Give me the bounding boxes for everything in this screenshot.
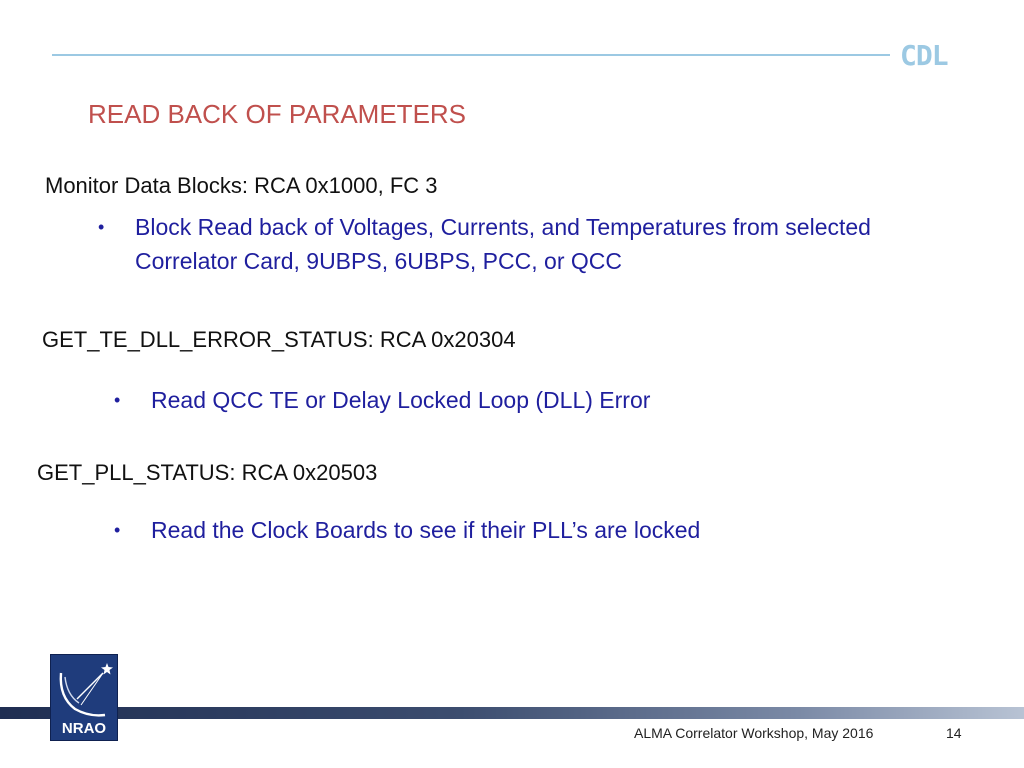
cdl-mark: CDL bbox=[900, 39, 948, 72]
slide-title: READ BACK OF PARAMETERS bbox=[88, 99, 467, 129]
section-heading-pll-status: GET_PLL_STATUS: RCA 0x20503 bbox=[37, 460, 378, 485]
bullet-dot: • bbox=[114, 520, 121, 540]
bullet-read-clock-boards bbox=[114, 513, 874, 547]
footer-event-text: ALMA Correlator Workshop, May 2016 bbox=[634, 725, 874, 741]
bullet-text: Block Read back of Voltages, Currents, and Temperatures from selected Correlator Card, 9UBPS, 6UBPS, PCC, or QCC bbox=[135, 214, 871, 274]
bullet-text: Read the Clock Boards to see if their PLL’s are locked bbox=[151, 517, 701, 543]
bullet-text: Read QCC TE or Delay Locked Loop (DLL) Error bbox=[151, 387, 651, 413]
bullet-dot: • bbox=[98, 217, 105, 237]
section-heading-monitor-data-blocks: Monitor Data Blocks: RCA 0x1000, FC 3 bbox=[45, 173, 438, 198]
footer-band bbox=[0, 707, 1024, 719]
section-heading-te-dll-error-status: GET_TE_DLL_ERROR_STATUS: RCA 0x20304 bbox=[42, 327, 516, 352]
header-rule bbox=[52, 54, 890, 56]
logo-text: NRAO bbox=[61, 720, 107, 737]
page-number: 14 bbox=[946, 725, 962, 741]
bullet-read-qcc-te bbox=[114, 383, 874, 417]
bullet-block-read-back bbox=[98, 210, 888, 278]
nrao-logo-icon bbox=[50, 654, 118, 741]
bullet-dot: • bbox=[114, 390, 121, 410]
